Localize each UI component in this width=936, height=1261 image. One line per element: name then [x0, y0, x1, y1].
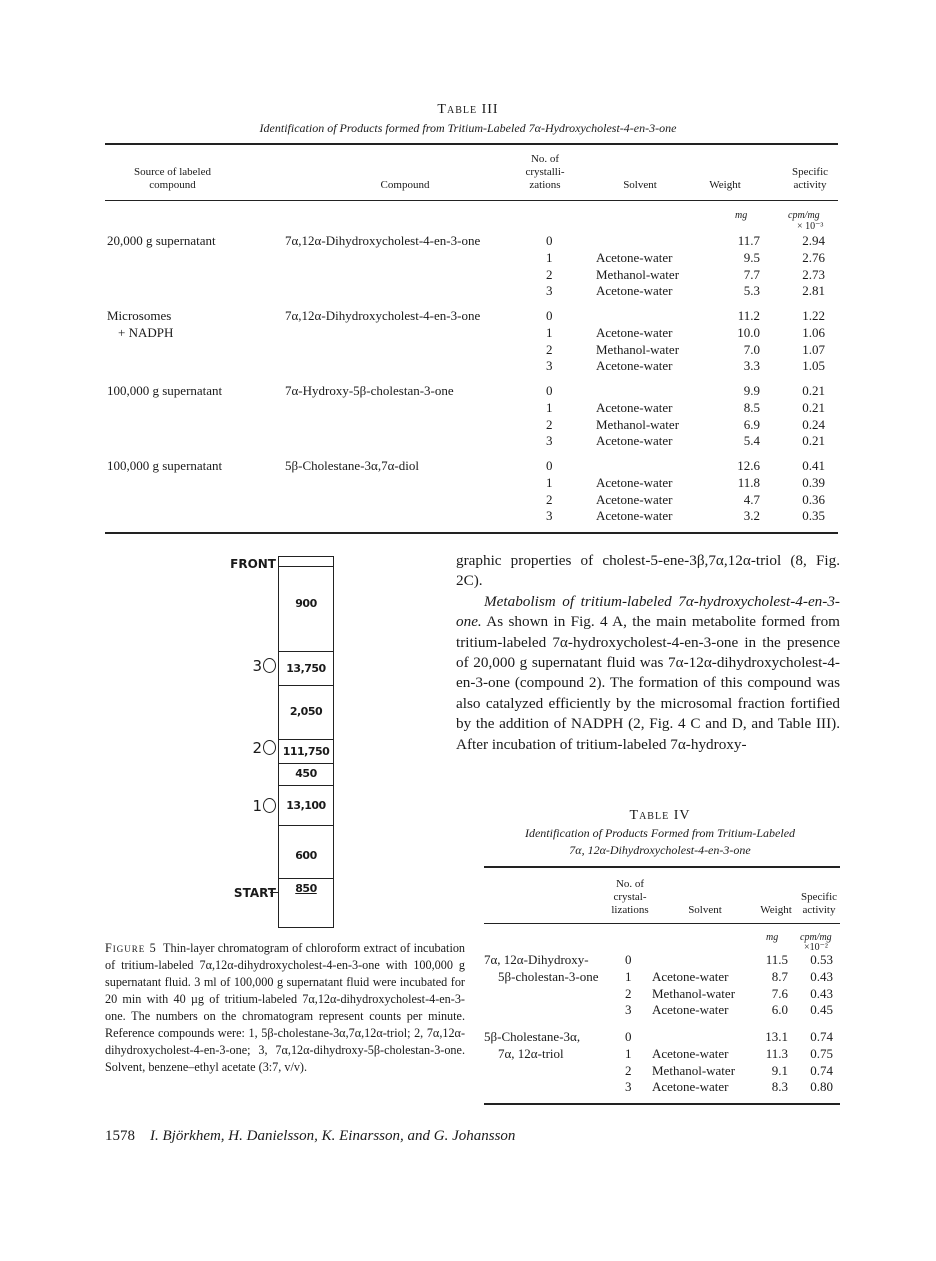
table4-header-cryst: No. of crystal- lizations	[611, 878, 649, 916]
activity-cell: 0.21	[802, 383, 825, 398]
table3-title: Identification of Products formed from Tritium-Labeled 7α-Hydroxycholest-4-en-3-one	[259, 121, 677, 135]
weight-cell: 7.7	[743, 266, 760, 282]
compound-cell: 7α, 12α-Dihydroxy-	[484, 952, 589, 967]
cryst-cell: 0	[546, 308, 553, 323]
solvent-cell: Acetone-water	[596, 283, 673, 299]
cryst-cell: 3	[546, 433, 553, 449]
activity-cell: 0.21	[802, 433, 825, 449]
source-cell: 20,000 g supernatant	[107, 233, 216, 248]
table4-unit-weight: mg	[766, 932, 779, 943]
band-count: 450	[295, 767, 317, 780]
cryst-cell: 0	[625, 952, 632, 967]
table4-title-line1: Identification of Products Formed from Tritium-Labeled	[524, 826, 796, 840]
compound-cell: 7α,12α-Dihydroxycholest-4-en-3-one	[285, 233, 481, 248]
cryst-cell: 1	[546, 324, 553, 340]
cryst-cell: 3	[546, 508, 553, 524]
table3-header-activity: Specific activity	[791, 166, 829, 191]
front-label: FRONT	[230, 557, 276, 571]
solvent-cell: Acetone-water	[596, 324, 673, 340]
band-count: 111,750	[282, 745, 330, 758]
start-label: START	[233, 886, 276, 900]
activity-cell: 2.73	[802, 266, 825, 282]
authors: I. Björkhem, H. Danielsson, K. Einarsson, and G. Johansson	[150, 1128, 516, 1144]
band-boundary	[279, 785, 333, 786]
cryst-cell: 0	[546, 458, 553, 473]
cryst-cell: 2	[546, 341, 553, 357]
reference-spot-2: 2	[252, 739, 276, 757]
solvent-cell: Acetone-water	[652, 1002, 729, 1018]
activity-cell: 0.74	[810, 1029, 833, 1044]
activity-cell: 0.43	[810, 985, 833, 1001]
table4-title-line2: 7α, 12α-Dihydroxycholest-4-en-3-one	[569, 843, 751, 857]
solvent-cell: Methanol-water	[652, 1062, 736, 1078]
cryst-cell: 1	[625, 1045, 632, 1061]
weight-cell: 5.4	[743, 433, 760, 449]
weight-cell: 11.8	[737, 474, 760, 490]
solvent-cell: Acetone-water	[596, 474, 673, 490]
weight-cell: 6.9	[743, 416, 760, 432]
source-cell: Microsomes	[107, 308, 172, 323]
weight-cell: 4.7	[743, 491, 760, 507]
solvent-cell: Acetone-water	[652, 1079, 729, 1095]
figure5-caption: Figure 5 Thin-layer chromatogram of chloroform extract of incubation of tritium-labeled 7α,12α-dihydroxycholest-4-en-3-one with 100,000 g supernatant fluid. 3 ml of 100,000 g supernatant fluid were incubated for 20 min with 40 µg of tritium-labeled 7α,12α-dihydroxycholest-4-en-3-one. The numbers on the chromatogram represent counts per minute. Reference compounds were: 1, 5β-cholestane-3α,7α,12α-triol; 2, 7α,12α-dihydroxycholest-4-en-3-one; 3, 7α,12α-dihydroxy-5β-cholestan-3-one. Solvent, benzene–ethyl acetate (3:7, v/v).	[105, 941, 466, 1074]
cryst-cell: 1	[546, 249, 553, 265]
weight-cell: 6.0	[771, 1002, 788, 1018]
weight-cell: 11.7	[737, 233, 760, 248]
table3-header-weight: Weight	[709, 179, 741, 191]
reference-spot-1: 1	[252, 797, 276, 815]
weight-cell: 3.3	[743, 358, 760, 374]
band-boundary	[279, 825, 333, 826]
weight-cell: 12.6	[737, 458, 760, 473]
table3-bottom-rule	[105, 532, 838, 534]
paragraph-2: Metabolism of tritium-labeled 7α-hydroxycholest-4-en-3-one. As shown in Fig. 4 A, the main metabolite formed from tritium-labeled 7α-hydroxycholest-4-en-3-one in the presence of 20,000 g supernatant fluid was 7α-12α-dihydroxycholest-4-en-3-one (compound 2). The formation of this compound was also catalyzed efficiently by the microsomal fraction fortified by the addition of NADPH (2, Fig. 4 C and D, and Table III). After incubation of tritium-labeled 7α-hydroxy-	[456, 592, 840, 753]
solvent-cell: Acetone-water	[652, 968, 729, 984]
activity-cell: 2.94	[802, 233, 825, 248]
activity-cell: 2.76	[802, 249, 825, 265]
chromatogram-strip	[278, 556, 334, 928]
table4-unit-scale: ×10⁻²	[804, 942, 828, 953]
weight-cell: 9.1	[771, 1062, 788, 1078]
table3-unit-activity: cpm/mg	[788, 210, 820, 221]
weight-cell: 11.2	[737, 308, 760, 323]
band-count: 13,100	[286, 799, 326, 812]
weight-cell: 9.5	[743, 249, 760, 265]
solvent-cell: Acetone-water	[596, 399, 673, 415]
cryst-cell: 0	[546, 383, 553, 398]
solvent-cell: Acetone-water	[596, 433, 673, 449]
compound-cell: 7α, 12α-triol	[498, 1045, 564, 1061]
solvent-cell: Acetone-water	[596, 358, 673, 374]
table3-unit-weight: mg	[735, 210, 748, 221]
activity-cell: 0.75	[810, 1045, 833, 1061]
solvent-cell: Acetone-water	[596, 491, 673, 507]
activity-cell: 0.36	[802, 491, 825, 507]
source-cell: 100,000 g supernatant	[107, 458, 223, 473]
weight-cell: 10.0	[737, 324, 760, 340]
table3-header-solvent: Solvent	[623, 179, 657, 191]
source-cell: 100,000 g supernatant	[107, 383, 223, 398]
source-cell: + NADPH	[118, 325, 174, 340]
table4-header-weight: Weight	[760, 904, 792, 916]
cryst-cell: 2	[546, 491, 553, 507]
cryst-cell: 3	[546, 358, 553, 374]
weight-cell: 8.5	[743, 399, 760, 415]
cryst-cell: 3	[546, 283, 553, 299]
solvent-cell: Methanol-water	[596, 266, 680, 282]
solvent-cell: Acetone-water	[596, 249, 673, 265]
band-boundary	[279, 685, 333, 686]
cryst-cell: 2	[625, 1062, 632, 1078]
band-count: 850	[295, 882, 317, 895]
start-tick	[270, 892, 278, 893]
compound-cell: 7α-Hydroxy-5β-cholestan-3-one	[285, 383, 454, 398]
table3-header-compound: Compound	[380, 179, 430, 191]
table4-bottom-rule	[484, 1103, 840, 1105]
compound-cell: 5β-Cholestane-3α,7α-diol	[285, 458, 419, 473]
activity-cell: 0.41	[802, 458, 825, 473]
weight-cell: 3.2	[743, 508, 760, 524]
band-count: 13,750	[286, 662, 326, 675]
compound-cell: 5β-cholestan-3-one	[498, 968, 599, 984]
activity-cell: 1.22	[802, 308, 825, 323]
weight-cell: 8.3	[771, 1079, 788, 1095]
table4-label: Table IV	[629, 808, 691, 823]
activity-cell: 0.45	[810, 1002, 833, 1018]
cryst-cell: 1	[546, 399, 553, 415]
cryst-cell: 1	[625, 968, 632, 984]
activity-cell: 0.43	[810, 968, 833, 984]
band-count: 900	[295, 597, 317, 610]
table3-label: Table III	[437, 102, 499, 117]
solvent-cell: Acetone-water	[652, 1045, 729, 1061]
compound-cell: 5β-Cholestane-3α,	[484, 1029, 581, 1044]
solvent-cell: Acetone-water	[596, 508, 673, 524]
activity-cell: 1.05	[802, 358, 825, 374]
body-text	[456, 551, 840, 755]
band-count: 2,050	[289, 705, 323, 718]
band-boundary	[279, 566, 333, 567]
band-boundary	[279, 651, 333, 652]
table4-header-solvent: Solvent	[688, 904, 722, 916]
cryst-cell: 2	[546, 416, 553, 432]
solvent-cell: Methanol-water	[596, 416, 680, 432]
band-count: 600	[295, 849, 317, 862]
cryst-cell: 3	[625, 1002, 632, 1018]
weight-cell: 13.1	[765, 1029, 788, 1044]
table4-header-activity: Specific activity	[800, 891, 838, 916]
band-boundary	[279, 878, 333, 879]
weight-cell: 11.5	[765, 952, 788, 967]
activity-cell: 0.35	[802, 508, 825, 524]
reference-spot-3: 3	[252, 657, 276, 675]
page-footer	[105, 1128, 515, 1145]
solvent-cell: Methanol-water	[652, 985, 736, 1001]
cryst-cell: 0	[546, 233, 553, 248]
activity-cell: 0.39	[802, 474, 825, 490]
cryst-cell: 0	[625, 1029, 632, 1044]
activity-cell: 2.81	[802, 283, 825, 299]
table3-header-source: Source of labeled compound	[134, 166, 211, 191]
weight-cell: 7.6	[771, 985, 788, 1001]
page-number: 1578	[105, 1128, 135, 1144]
activity-cell: 0.21	[802, 399, 825, 415]
activity-cell: 0.74	[810, 1062, 833, 1078]
compound-cell: 7α,12α-Dihydroxycholest-4-en-3-one	[285, 308, 481, 323]
activity-cell: 1.06	[802, 324, 825, 340]
weight-cell: 5.3	[743, 283, 760, 299]
table3-top-rule	[105, 143, 838, 145]
cryst-cell: 1	[546, 474, 553, 490]
table3-header-rule	[105, 200, 838, 201]
weight-cell: 9.9	[743, 383, 760, 398]
cryst-cell: 2	[625, 985, 632, 1001]
weight-cell: 7.0	[743, 341, 760, 357]
solvent-cell: Methanol-water	[596, 341, 680, 357]
activity-cell: 0.24	[802, 416, 825, 432]
table4-header-rule	[484, 923, 840, 924]
table4-unit-activity: cpm/mg	[800, 932, 832, 943]
table3-header-cryst: No. of crystalli- zations	[525, 153, 565, 191]
activity-cell: 1.07	[802, 341, 825, 357]
activity-cell: 0.80	[810, 1079, 833, 1095]
weight-cell: 8.7	[771, 968, 788, 984]
table3-unit-scale: × 10⁻³	[797, 221, 824, 232]
cryst-cell: 2	[546, 266, 553, 282]
activity-cell: 0.53	[810, 952, 833, 967]
table4-top-rule	[484, 866, 840, 868]
weight-cell: 11.3	[765, 1045, 788, 1061]
band-boundary	[279, 763, 333, 764]
band-boundary	[279, 739, 333, 740]
cryst-cell: 3	[625, 1079, 632, 1095]
paragraph-1: graphic properties of cholest-5-ene-3β,7α,12α-triol (8, Fig. 2C).	[456, 552, 840, 590]
